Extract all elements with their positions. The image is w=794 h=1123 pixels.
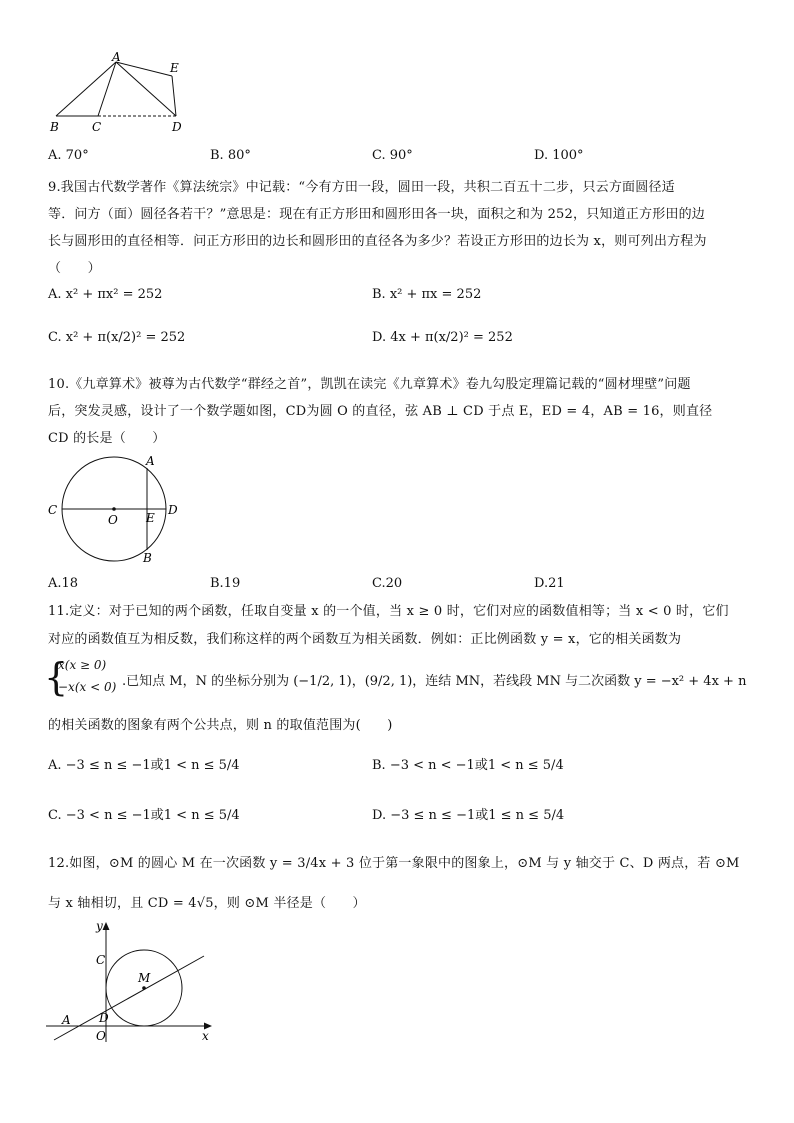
- q12-label-a: A: [62, 1013, 71, 1027]
- q12-label-x: x: [202, 1029, 209, 1043]
- q8-figure: [48, 52, 198, 137]
- q12-coordinate-figure: [44, 918, 220, 1046]
- q8-label-e: E: [170, 61, 179, 75]
- q10-text-line-1: 10.《九章算术》被尊为古代数学“群经之首”，凯凯在读完《九章算术》卷九勾股定理篇记载的“圆材埋壁”问题: [48, 377, 691, 392]
- q10-option-d: D.21: [534, 576, 565, 591]
- q12-label-o: O: [96, 1029, 106, 1043]
- q12-text-line-2: 与 x 轴相切，且 CD = 4√5，则 ⊙M 半径是（ ）: [48, 896, 366, 911]
- q11-option-d: D. −3 ≤ n ≤ −1或1 ≤ n ≤ 5/4: [372, 808, 565, 823]
- q9-text-line-3: 长与圆形田的直径相等．问正方形田的边长和圆形田的直径各为多少？若设正方形田的边长为 x，则可列出方程为: [48, 234, 707, 249]
- q11-piecewise-bottom: −x(x < 0): [58, 680, 117, 694]
- q9-text-line-4: （ ）: [48, 261, 101, 276]
- q10-text-line-2: 后，突发灵感，设计了一个数学题如图，CD为圆 O 的直径，弦 AB ⊥ CD 于点 E，ED = 4，AB = 16，则直径: [48, 404, 713, 419]
- q12-label-y: y: [96, 919, 103, 933]
- q9-option-c: C. x² + π(x/2)² = 252: [48, 330, 186, 345]
- q9-text-line-2: 等．问方（面）圆径各若干？”意思是：现在有正方形田和圆形田各一块，面积之和为 252，只知道正方形田的边: [48, 207, 705, 222]
- q9-option-d: D. 4x + π(x/2)² = 252: [372, 330, 513, 345]
- q10-label-a: A: [146, 454, 155, 468]
- q12-label-c: C: [96, 953, 106, 967]
- q12-label-m: M: [138, 971, 151, 985]
- q9-option-a: A. x² + πx² = 252: [48, 287, 163, 302]
- q8-label-d: D: [172, 120, 182, 134]
- q12-label-d: D: [99, 1011, 109, 1025]
- q11-option-a: A. −3 ≤ n ≤ −1或1 < n ≤ 5/4: [48, 758, 240, 773]
- q8-option-b: B. 80°: [210, 148, 251, 163]
- q9-text-line-1: 9.我国古代数学著作《算法统宗》中记载：“今有方田一段，圆田一段，共积二百五十二步，只云方面圆径适: [48, 180, 675, 195]
- q11-text-line-4: 的相关函数的图象有两个公共点，则 n 的取值范围为( ): [48, 718, 393, 733]
- q11-option-c: C. −3 < n ≤ −1或1 < n ≤ 5/4: [48, 808, 240, 823]
- q8-option-d: D. 100°: [534, 148, 584, 163]
- q8-label-b: B: [50, 120, 59, 134]
- q9-option-b: B. x² + πx = 252: [372, 287, 482, 302]
- q10-text-line-3: CD 的长是（ ）: [48, 431, 166, 446]
- q11-text-line-3: .已知点 M，N 的坐标分别为 (−1/2, 1)，(9/2, 1)，连结 MN，若线段 MN 与二次函数 y = −x² + 4x + n: [122, 674, 747, 689]
- q10-label-c: C: [48, 503, 58, 517]
- q10-label-b: B: [143, 551, 152, 565]
- q11-text-line-2: 对应的函数值互为相反数，我们称这样的两个函数互为相关函数．例如：正比例函数 y = x，它的相关函数为: [48, 632, 682, 647]
- q10-label-d: D: [168, 503, 178, 517]
- q10-option-a: A.18: [48, 576, 79, 591]
- q10-label-e: E: [146, 511, 155, 525]
- q8-label-c: C: [92, 120, 102, 134]
- q10-label-o: O: [108, 513, 118, 527]
- q11-text-line-1: 11.定义：对于已知的两个函数，任取自变量 x 的一个值，当 x ≥ 0 时，它们对应的函数值相等；当 x < 0 时，它们: [48, 604, 729, 619]
- q12-text-line-1: 12.如图，⊙M 的圆心 M 在一次函数 y = 3/4x + 3 位于第一象限中的图象上，⊙M 与 y 轴交于 C、D 两点，若 ⊙M: [48, 856, 740, 871]
- q10-option-c: C.20: [372, 576, 403, 591]
- q8-option-a: A. 70°: [48, 148, 89, 163]
- q11-option-b: B. −3 < n < −1或1 < n ≤ 5/4: [372, 758, 564, 773]
- q11-piecewise-brace: {: [44, 655, 69, 699]
- q10-option-b: B.19: [210, 576, 241, 591]
- q8-option-c: C. 90°: [372, 148, 413, 163]
- q10-circle-figure: [44, 452, 184, 570]
- q8-label-a: A: [112, 52, 121, 64]
- q11-piecewise-top: x(x ≥ 0): [58, 658, 107, 672]
